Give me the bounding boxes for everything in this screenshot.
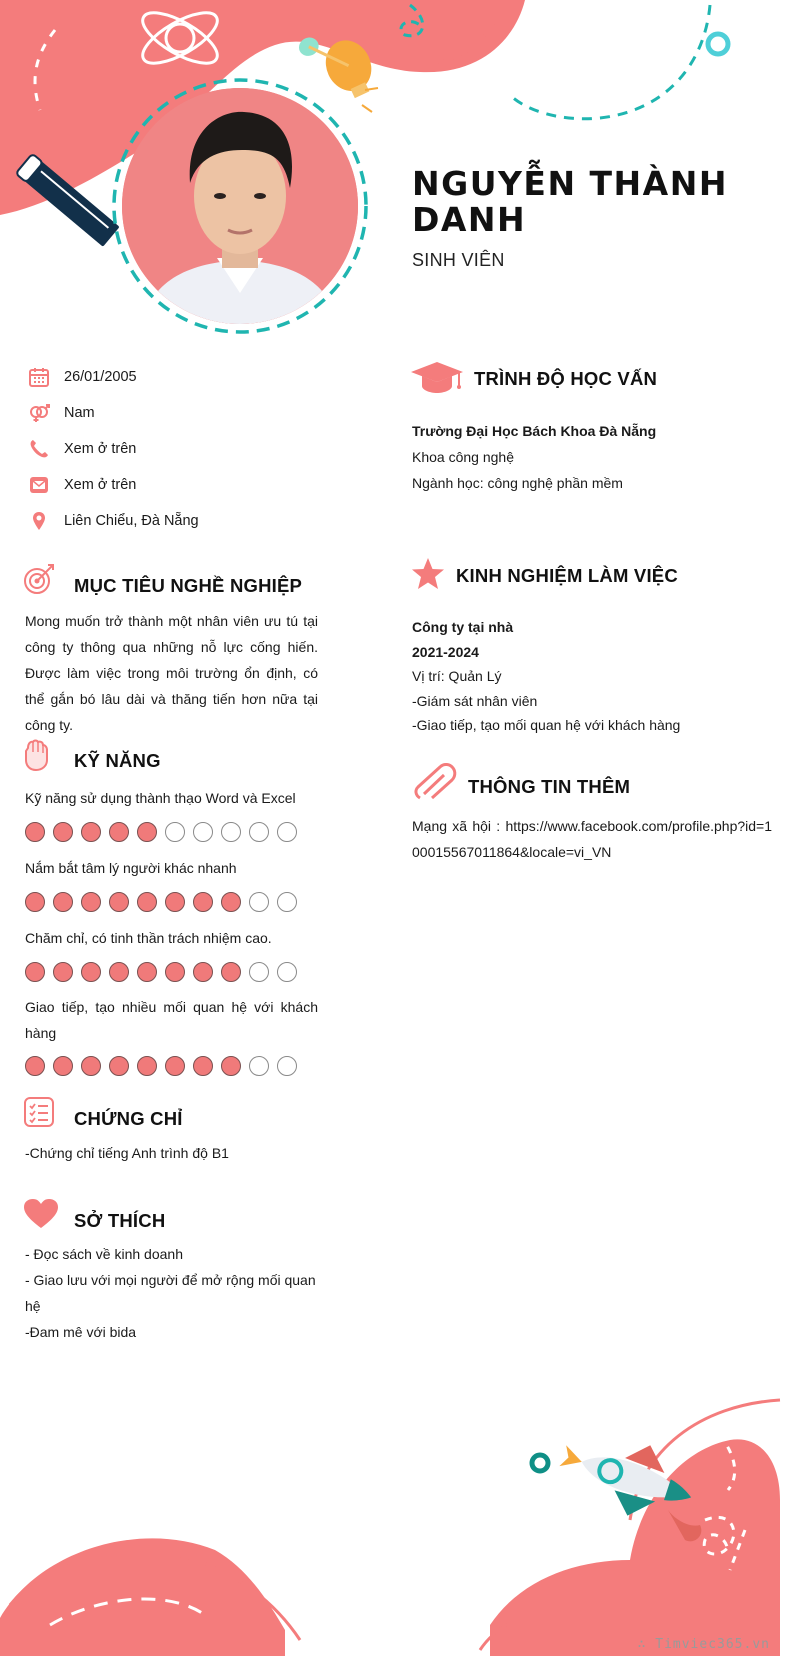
skill-rating bbox=[25, 1056, 297, 1076]
rating-dot-filled bbox=[81, 962, 101, 982]
rating-dot-filled bbox=[165, 962, 185, 982]
skill-rating bbox=[25, 892, 297, 912]
rating-dot-filled bbox=[25, 822, 45, 842]
rating-dot-filled bbox=[25, 1056, 45, 1076]
contact-text: Xem ở trên bbox=[64, 441, 137, 457]
rating-dot-filled bbox=[221, 892, 241, 912]
skill-rating bbox=[25, 962, 297, 982]
rating-dot-filled bbox=[221, 962, 241, 982]
checklist-icon bbox=[23, 1096, 55, 1128]
rating-dot-filled bbox=[109, 822, 129, 842]
graduation-cap-icon bbox=[410, 360, 464, 394]
location-icon bbox=[28, 510, 50, 532]
rating-dot-empty bbox=[249, 1056, 269, 1076]
experience-content bbox=[412, 615, 772, 738]
target-icon bbox=[22, 562, 56, 596]
extra-title: THÔNG TIN THÊM bbox=[468, 776, 631, 797]
skill-label: Giao tiếp, tạo nhiều mối quan hệ với khách hàng bbox=[25, 999, 318, 1041]
rating-dot-filled bbox=[137, 822, 157, 842]
faculty: Khoa công nghệ bbox=[412, 449, 514, 465]
rating-dot-filled bbox=[53, 822, 73, 842]
rating-dot-empty bbox=[277, 822, 297, 842]
watermark: ∴ Timviec365.vn bbox=[637, 1637, 770, 1652]
rating-dot-filled bbox=[137, 962, 157, 982]
rating-dot-empty bbox=[193, 822, 213, 842]
rating-dot-empty bbox=[277, 892, 297, 912]
rating-dot-filled bbox=[53, 892, 73, 912]
objective-title: MỤC TIÊU NGHỀ NGHIỆP bbox=[74, 575, 303, 596]
contact-email bbox=[28, 472, 328, 498]
rating-dot-filled bbox=[109, 892, 129, 912]
contact-text: Nam bbox=[64, 405, 95, 421]
rating-dot-filled bbox=[81, 822, 101, 842]
experience-item: -Giám sát nhân viên bbox=[412, 692, 538, 709]
phone-icon bbox=[28, 438, 50, 460]
rating-dot-filled bbox=[221, 1056, 241, 1076]
rating-dot-filled bbox=[81, 1056, 101, 1076]
objective-text: Mong muốn trở thành một nhân viên ưu tú tại công ty thông qua những nỗ lực cống hiến. Được làm việc trong môi trường ổn định, có thể gắn bó lâu dài và thăng tiến hơn nữa tại công ty. bbox=[25, 613, 318, 733]
rating-dot-empty bbox=[221, 822, 241, 842]
avatar bbox=[122, 88, 358, 324]
major: Ngành học: công nghệ phần mềm bbox=[412, 475, 623, 491]
rating-dot-empty bbox=[277, 1056, 297, 1076]
candidate-role: SINH VIÊN bbox=[412, 250, 505, 270]
skill-label: Nắm bắt tâm lý người khác nhanh bbox=[25, 860, 237, 876]
rating-dot-empty bbox=[249, 962, 269, 982]
contact-gender bbox=[28, 400, 328, 426]
skill-label: Chăm chỉ, có tinh thần trách nhiệm cao. bbox=[25, 930, 272, 946]
rating-dot-filled bbox=[165, 892, 185, 912]
school-name: Trường Đại Học Bách Khoa Đà Nẵng bbox=[412, 423, 657, 439]
rating-dot-filled bbox=[53, 962, 73, 982]
rating-dot-filled bbox=[193, 892, 213, 912]
extra-text: Mạng xã hội : https://www.facebook.com/profile.php?id=100015567011864&locale=vi_VN bbox=[412, 818, 772, 860]
contact-text: 26/01/2005 bbox=[64, 369, 137, 385]
rating-dot-filled bbox=[137, 892, 157, 912]
rating-dot-empty bbox=[165, 822, 185, 842]
education-content bbox=[412, 418, 772, 496]
gender-icon bbox=[28, 402, 50, 424]
email-icon bbox=[28, 474, 50, 496]
hobby-item: -Đam mê với bida bbox=[25, 1324, 137, 1340]
skill-rating bbox=[25, 822, 297, 842]
certificates-title: CHỨNG CHỈ bbox=[74, 1108, 183, 1129]
rating-dot-filled bbox=[109, 962, 129, 982]
rating-dot-filled bbox=[25, 962, 45, 982]
certificates-text: -Chứng chỉ tiếng Anh trình độ B1 bbox=[25, 1145, 229, 1161]
fist-icon bbox=[22, 738, 50, 772]
contact-birthday bbox=[28, 364, 328, 390]
hobbies-list bbox=[25, 1241, 318, 1345]
heart-icon bbox=[23, 1198, 59, 1230]
footer-decoration bbox=[0, 1380, 800, 1656]
calendar-icon bbox=[28, 366, 50, 388]
rating-dot-filled bbox=[165, 1056, 185, 1076]
rating-dot-filled bbox=[137, 1056, 157, 1076]
candidate-name: NGUYỄN THÀNH DANH bbox=[412, 164, 728, 239]
rating-dot-filled bbox=[53, 1056, 73, 1076]
paperclip-icon bbox=[412, 762, 458, 802]
rating-dot-empty bbox=[249, 892, 269, 912]
rating-dot-filled bbox=[81, 892, 101, 912]
hobby-item: - Giao lưu với mọi người để mở rộng mối quan hệ bbox=[25, 1272, 316, 1314]
rating-dot-filled bbox=[193, 962, 213, 982]
skills-title: KỸ NĂNG bbox=[74, 750, 161, 771]
education-title: TRÌNH ĐỘ HỌC VẤN bbox=[474, 368, 658, 389]
experience-title: KINH NGHIỆM LÀM VIỆC bbox=[456, 565, 678, 586]
star-icon bbox=[411, 557, 445, 591]
rating-dot-filled bbox=[25, 892, 45, 912]
experience-item: Vị trí: Quản Lý bbox=[412, 668, 502, 684]
contact-address bbox=[28, 508, 328, 534]
contact-text: Liên Chiểu, Đà Nẵng bbox=[64, 513, 199, 529]
experience-item: -Giao tiếp, tạo mối quan hệ với khách hàng bbox=[412, 717, 681, 733]
company-name: Công ty tại nhà bbox=[412, 619, 514, 635]
rating-dot-empty bbox=[249, 822, 269, 842]
hobby-item: - Đọc sách về kinh doanh bbox=[25, 1246, 183, 1262]
hobbies-title: SỞ THÍCH bbox=[74, 1210, 166, 1231]
rating-dot-filled bbox=[193, 1056, 213, 1076]
contact-text: Xem ở trên bbox=[64, 477, 137, 493]
contact-phone bbox=[28, 436, 328, 462]
skill-label: Kỹ năng sử dụng thành thạo Word và Excel bbox=[25, 790, 296, 806]
work-period: 2021-2024 bbox=[412, 643, 479, 660]
rating-dot-empty bbox=[277, 962, 297, 982]
rating-dot-filled bbox=[109, 1056, 129, 1076]
